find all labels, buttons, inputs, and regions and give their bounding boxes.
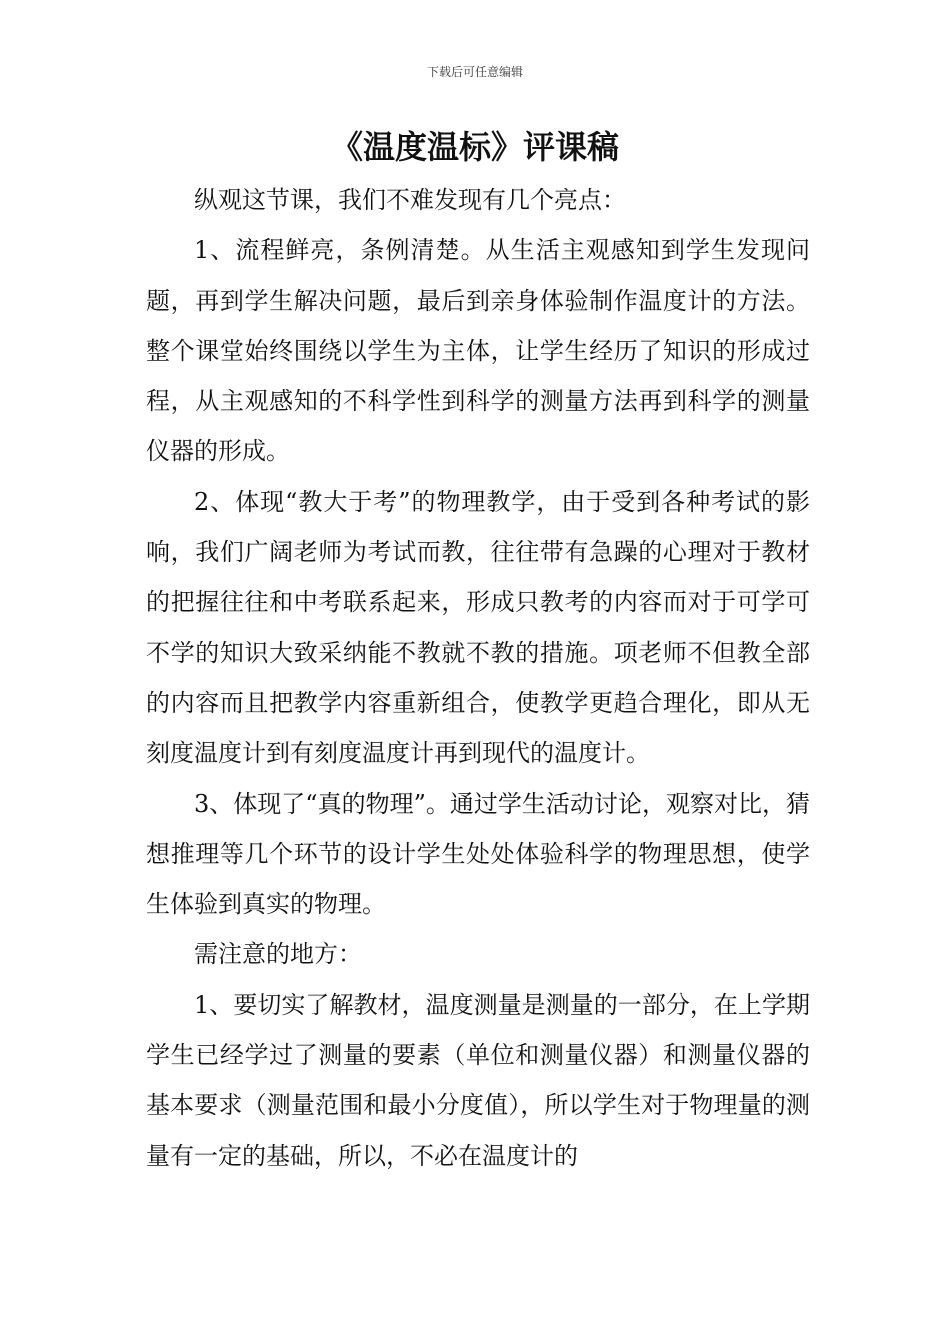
header-note: 下载后可任意编辑: [426, 65, 523, 79]
document-body: [146, 175, 810, 1181]
paragraph-highlight-3: 3、体现了“真的物理”。通过学生活动讨论，观察对比，猜想推理等几个环节的设计学生处处体验科学的物理思想，使学生体验到真实的物理。: [146, 789, 810, 919]
paragraph-highlight-1: 1、流程鲜亮，条例清楚。从生活主观感知到学生发现问题，再到学生解决问题，最后到亲身体验制作温度计的方法。整个课堂始终围绕以学生为主体，让学生经历了知识的形成过程，从主观感知的不科学性到科学的测量方法再到科学的测量仪器的形成。: [146, 236, 810, 466]
paragraph-note-1: 1、要切实了解教材，温度测量是测量的一部分，在上学期学生已经学过了测量的要素（单位和测量仪器）和测量仪器的基本要求（测量范围和最小分度值），所以学生对于物理量的测量有一定的基础，所以，不必在温度计的: [146, 990, 810, 1170]
paragraph-notes-heading: 需注意的地方：: [194, 940, 362, 969]
paragraph-highlight-2: 2、体现“教大于考”的物理教学，由于受到各种考试的影响，我们广阔老师为考试而教，往往带有急躁的心理对于教材的把握往往和中考联系起来，形成只教考的内容而对于可学可不学的知识大致采纳能不教就不教的措施。项老师不但教全部的内容而且把教学内容重新组合，使教学更趋合理化，即从无刻度温度计到有刻度温度计再到现代的温度计。: [146, 487, 810, 768]
paragraph-intro: 纵观这节课，我们不难发现有几个亮点：: [194, 186, 626, 214]
document-title: 《温度温标》评课稿: [330, 128, 619, 166]
